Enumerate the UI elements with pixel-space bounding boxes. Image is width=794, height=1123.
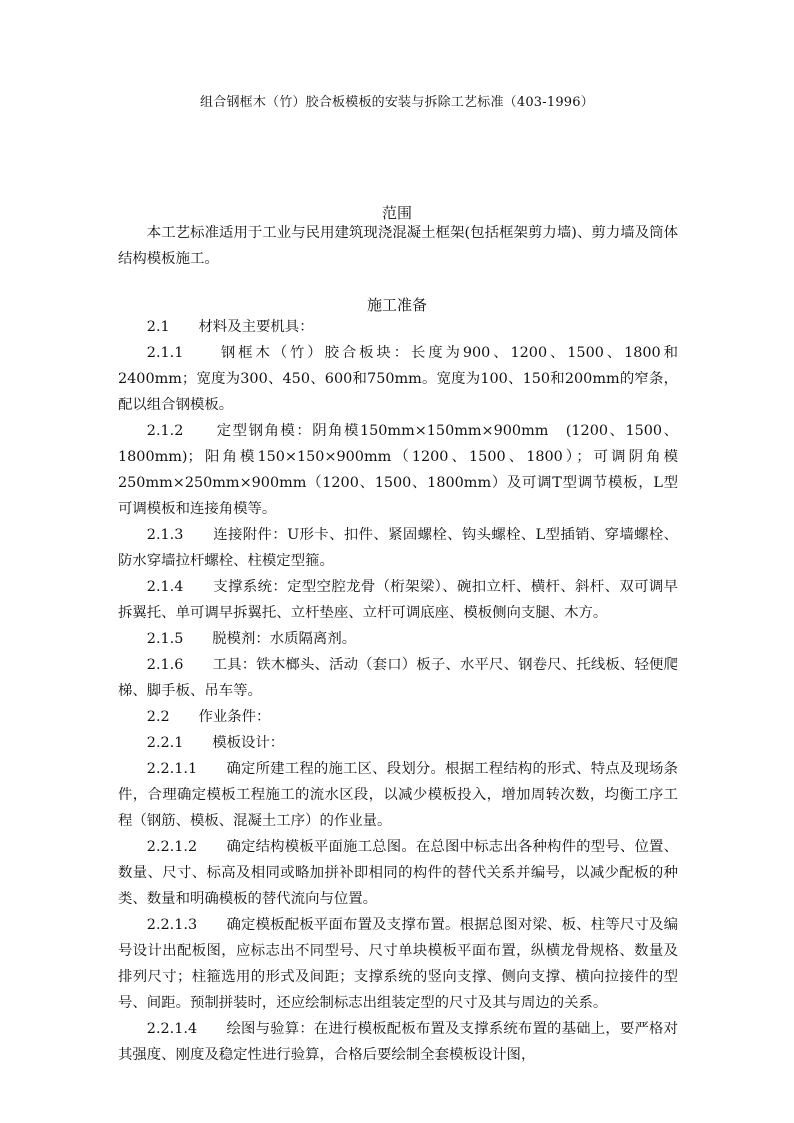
preparation-heading: 施工准备: [366, 296, 427, 314]
scope-heading: 范围: [381, 204, 412, 222]
item-2-1-6: 2.1.6 工具：铁木榔头、活动（套口）板子、水平尺、钢卷尺、托线板、轻便爬梯、脚手板、吊车等。: [118, 657, 678, 699]
item-2-2-1-2: 2.2.1.2 确定结构模板平面施工总图。在总图中标志出各种构件的型号、位置、数量、尺寸、标高及相同或略加拼补即相同的构件的替代关系并编号，以减少配板的种类、数量和明确模板的替代流向与位置。: [118, 839, 678, 907]
section-2-2-title: 2.2 作业条件：: [146, 709, 271, 725]
item-2-1-1: 2.1.1 钢框木（竹）胶合板块：长度为900、1200、1500、1800和2400mm；宽度为300、450、600和750mm。宽度为100、150和200mm的窄条，配以组合钢模板。: [118, 345, 678, 413]
item-2-1-3: 2.1.3 连接附件：U形卡、扣件、紧固螺栓、钩头螺栓、L型插销、穿墙螺栓、防水穿墙拉杆螺栓、柱模定型箍。: [118, 527, 678, 569]
scope-section: [118, 220, 678, 272]
item-2-1-4: 2.1.4 支撑系统：定型空腔龙骨（桁架梁）、碗扣立杆、横杆、斜杆、双可调早拆翼托、单可调早拆翼托、立杆垫座、立杆可调底座、模板侧向支腿、木方。: [118, 579, 678, 621]
item-2-2-1-4: 2.2.1.4 绘图与验算：在进行模板配板布置及支撑系统布置的基础上，要严格对其强度、刚度及稳定性进行验算，合格后要绘制全套模板设计图，: [118, 1021, 678, 1063]
section-2-2-1-title: 2.2.1 模板设计：: [146, 735, 285, 751]
scope-text: 本工艺标准适用于工业与民用建筑现浇混凝土框架(包括框架剪力墙)、剪力墙及筒体结构模板施工。: [118, 225, 678, 267]
preparation-section: [118, 314, 678, 1068]
section-2-1-title: 2.1 材料及主要机具：: [146, 319, 314, 335]
item-2-1-5: 2.1.5 脱模剂：水质隔离剂。: [146, 631, 357, 647]
item-2-2-1-1: 2.2.1.1 确定所建工程的施工区、段划分。根据工程结构的形式、特点及现场条件，合理确定模板工程施工的流水区段，以减少模板投入，增加周转次数，均衡工序工程（钢筋、模板、混凝土工序）的作业量。: [118, 761, 678, 829]
item-2-1-2: 2.1.2 定型钢角模：阴角模150mm×150mm×900mm (1200、1500、1800mm)；阳角模150×150×900mm（1200、1500、1800）；可调阴角模250mm×250mm×900mm（1200、1500、1800mm）及可调T型调节模板，L型可调模板和连接角模等。: [118, 423, 678, 517]
item-2-2-1-3: 2.2.1.3 确定模板配板平面布置及支撑布置。根据总图对梁、板、柱等尺寸及编号设计出配板图，应标志出不同型号、尺寸单块模板平面布置，纵横龙骨规格、数量及排列尺寸；柱箍选用的形式及间距；支撑系统的竖向支撑、侧向支撑、横向拉接件的型号、间距。预制拼装时，还应绘制标志出组装定型的尺寸及其与周边的关系。: [118, 917, 678, 1011]
document-title: 组合钢框木（竹）胶合板模板的安装与拆除工艺标准（403-1996）: [200, 95, 594, 110]
